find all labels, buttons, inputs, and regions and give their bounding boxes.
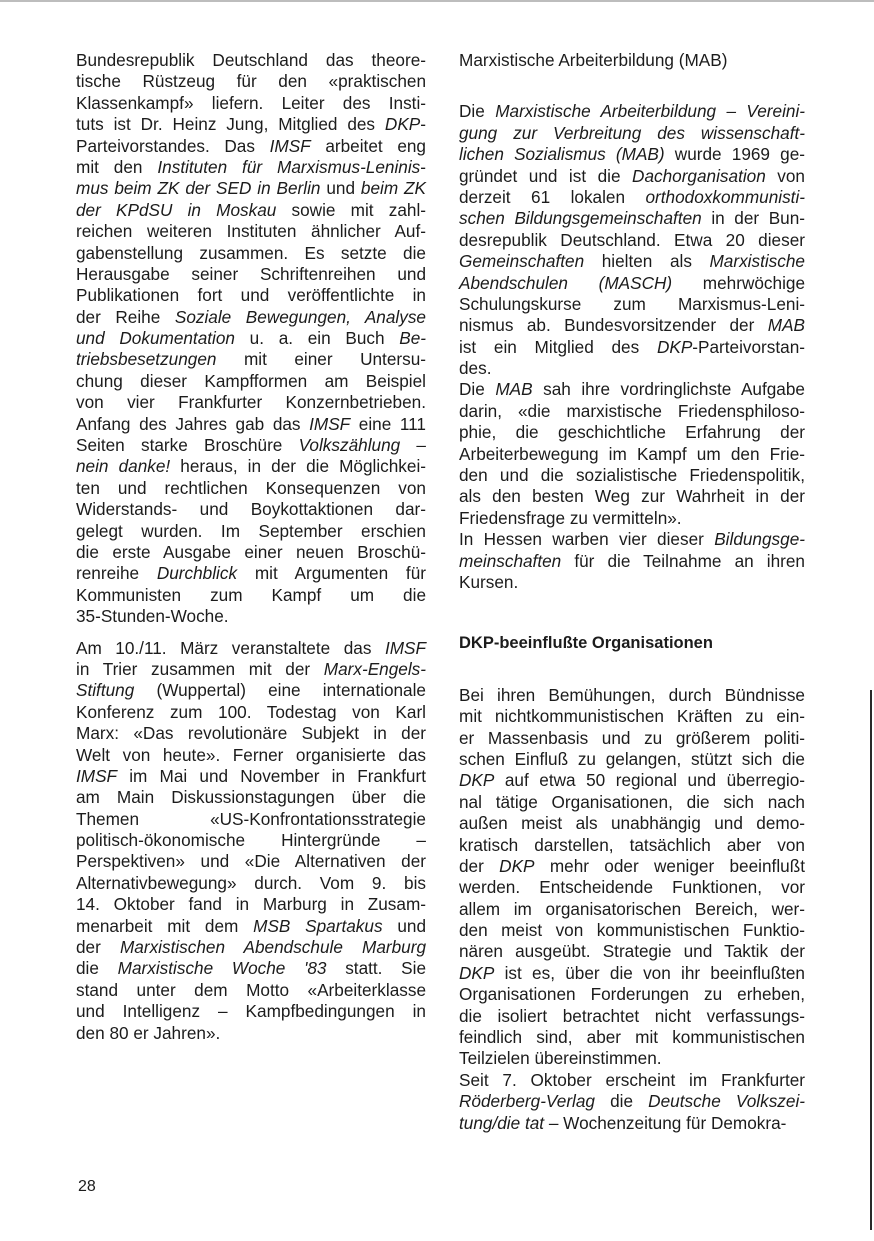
text-line: schen Bildungsgemeinschaften in der Bun- — [459, 208, 805, 229]
heading-gap — [459, 655, 805, 685]
text-line: DKP auf etwa 50 regional und überregio- — [459, 770, 805, 791]
heading-gap — [459, 71, 805, 101]
text-line: Bundesrepublik Deutschland das theore- — [76, 50, 426, 70]
text-line: der KPdSU in Moskau sowie mit zahl- — [76, 199, 426, 220]
text-line: Perspektiven» und «Die Alternativen der — [76, 851, 426, 872]
text-line: nismus ab. Bundesvorsitzender der MAB — [459, 315, 805, 336]
text-line: renreihe Durchblick mit Argumenten für — [76, 563, 426, 584]
text-line: des. — [459, 358, 492, 379]
text-line: als den besten Weg zur Wahrheit in der — [459, 486, 805, 507]
text-line: derzeit 61 lokalen orthodoxkommunisti- — [459, 186, 805, 207]
text-line: meinschaften für die Teilnahme an ihren — [459, 550, 805, 571]
text-line: die Marxistische Woche '83 statt. Sie — [76, 958, 426, 979]
text-line: Am 10./11. März veranstaltete das IMSF — [76, 637, 426, 658]
text-line: und Intelligenz – Kampfbedingungen in — [76, 1001, 426, 1022]
text-line: Friedensfrage zu vermitteln». — [459, 507, 682, 528]
text-line: gelegt wurden. Im September erschien — [76, 520, 426, 541]
text-line: Anfang des Jahres gab das IMSF eine 111 — [76, 413, 426, 434]
text-line: feindlich sind, aber mit kommunistischen — [459, 1027, 805, 1048]
text-line: der Reihe Soziale Bewegungen, Analyse — [76, 306, 426, 327]
text-line: lichen Sozialismus (MAB) wurde 1969 ge- — [459, 144, 805, 165]
text-line: IMSF im Mai und November in Frankfurt — [76, 765, 426, 786]
text-line: gründet und ist die Dachorganisation von — [459, 165, 805, 186]
text-line: Welt von heute». Ferner organisierte das — [76, 744, 426, 765]
text-line: Kursen. — [459, 571, 519, 592]
text-line: Stiftung (Wuppertal) eine internationale — [76, 680, 426, 701]
text-line: er Massenbasis und zu größerem politi- — [459, 727, 805, 748]
left-paragraph-1 — [76, 50, 426, 628]
text-line: Marx: «Das revolutionäre Subjekt in der — [76, 723, 426, 744]
section-heading-dkp-organisations: DKP-beeinflußte Organisationen — [459, 634, 713, 653]
text-line: ist ein Mitglied des DKP-Parteivorstan- — [459, 336, 805, 357]
text-line: die isoliert betrachtet nicht verfassungs- — [459, 1005, 805, 1026]
text-line: Seiten starke Broschüre Volkszählung – — [76, 435, 426, 456]
text-line: nein danke! heraus, in der die Möglichkei- — [76, 456, 427, 477]
text-line: den und die sozialistische Friedenspolitik, — [459, 465, 805, 486]
text-line: werden. Entscheidende Funktionen, vor — [459, 877, 805, 898]
text-line: gabenstellung zusammen. Es setzte die — [76, 242, 426, 263]
text-line: mus beim ZK der SED in Berlin und beim ZK — [76, 178, 427, 199]
text-line: Organisationen Forderungen zu erheben, — [459, 984, 805, 1005]
text-line: Parteivorstandes. Das IMSF arbeitet eng — [76, 135, 426, 156]
text-line: chung dieser Kampfformen am Beispiel — [76, 370, 426, 391]
text-line: Konferenz zum 100. Todestag von Karl — [76, 701, 426, 722]
right-paragraph-2 — [459, 379, 805, 529]
text-line: außen meist als unabhängig und demo- — [459, 813, 805, 834]
text-line: gung zur Verbreitung des wissenschaft- — [459, 122, 805, 143]
text-line: phie, die geschichtliche Erfahrung der — [459, 422, 805, 443]
text-line: Kommunisten zum Kampf um die — [76, 584, 426, 605]
right-paragraph-1 — [459, 101, 805, 379]
page-number: 28 — [78, 1178, 96, 1195]
text-line: tuts ist Dr. Heinz Jung, Mitglied des DKP- — [76, 114, 426, 135]
text-line: in Trier zusammen mit der Marx-Engels- — [76, 658, 426, 679]
text-line: desrepublik Deutschland. Etwa 20 dieser — [459, 229, 805, 250]
text-line: politisch-ökonomische Hintergründe – — [76, 830, 426, 851]
text-line: Alternativbewegung» durch. Vom 9. bis — [76, 872, 426, 893]
text-line: triebsbesetzungen mit einer Untersu- — [76, 349, 426, 370]
text-line: Die Marxistische Arbeiterbildung – Vereini- — [459, 101, 805, 122]
text-line: kratisch darstellen, tatsächlich aber von — [459, 834, 805, 855]
text-line: Abendschulen (MASCH) mehrwöchige — [459, 272, 806, 293]
text-line: 35-Stunden-Woche. — [76, 606, 229, 627]
right-paragraph-5 — [459, 1070, 805, 1134]
section-heading-mab: Marxistische Arbeiterbildung (MAB) — [459, 50, 728, 70]
left-column — [76, 50, 426, 1044]
text-line: nären ausgeübt. Strategie und Taktik der — [459, 941, 805, 962]
text-line: stand unter dem Motto «Arbeiterklasse — [76, 979, 426, 1000]
text-line: Themen «US-Konfrontationsstrategie — [76, 808, 426, 829]
text-line: nal tätige Organisationen, die sich nach — [459, 791, 805, 812]
paragraph-gap — [76, 628, 426, 638]
right-paragraph-3 — [459, 529, 805, 593]
text-line: Röderberg-Verlag die Deutsche Volkszei- — [459, 1091, 805, 1112]
text-line: der Marxistischen Abendschule Marburg — [76, 937, 427, 958]
text-line: Schulungskurse zum Marxismus-Leni- — [459, 293, 805, 314]
text-line: tische Rüstzeug für den «praktischen — [76, 71, 426, 92]
left-paragraph-2 — [76, 638, 426, 1044]
right-paragraph-4 — [459, 685, 805, 1070]
text-line: den meist von kommunistischen Funktio- — [459, 920, 805, 941]
text-line: In Hessen warben vier dieser Bildungsge- — [459, 529, 805, 550]
text-line: von vier Frankfurter Konzernbetrieben. — [76, 392, 426, 413]
text-line: und Dokumentation u. a. ein Buch Be- — [76, 328, 426, 349]
text-line: allem im organisatorischen Bereich, wer- — [459, 898, 805, 919]
right-column — [459, 50, 805, 1134]
text-line: Seit 7. Oktober erscheint im Frankfurter — [459, 1069, 805, 1090]
text-line: schen Einfluß zu gelangen, stützt sich die — [459, 748, 805, 769]
text-line: Teilzielen übereinstimmen. — [459, 1048, 662, 1069]
text-line: Gemeinschaften hielten als Marxistische — [459, 251, 805, 272]
section-gap — [459, 593, 805, 633]
text-line: ten und rechtlichen Konsequenzen von — [76, 477, 426, 498]
text-line: mit nichtkommunistischen Kräften zu ein- — [459, 706, 805, 727]
top-border — [0, 0, 874, 2]
text-line: Arbeiterbewegung im Kampf um den Frie- — [459, 443, 805, 464]
text-line: Bei ihren Bemühungen, durch Bündnisse — [459, 684, 805, 705]
text-line: Klassenkampf» liefern. Leiter des Insti- — [76, 92, 426, 113]
text-line: den 80 er Jahren». — [76, 1022, 221, 1043]
text-line: darin, «die marxistische Friedensphiloso- — [459, 400, 805, 421]
text-line: die erste Ausgabe einer neuen Broschü- — [76, 541, 426, 562]
text-line: Publikationen fort und veröffentlichte in — [76, 285, 426, 306]
text-line: menarbeit mit dem MSB Spartakus und — [76, 915, 427, 936]
text-line: Die MAB sah ihre vordringlichste Aufgabe — [459, 379, 805, 400]
text-line: Widerstands- und Boykottaktionen dar- — [76, 499, 426, 520]
text-line: reichen weiteren Instituten ähnlicher Auf- — [76, 221, 426, 242]
right-page-edge — [870, 690, 872, 1230]
text-line: am Main Diskussionstagungen über die — [76, 787, 426, 808]
text-line: Herausgabe seiner Schriftenreihen und — [76, 263, 426, 284]
text-line: mit den Instituten für Marxismus-Leninis- — [76, 156, 426, 177]
text-line: 14. Oktober fand in Marburg in Zusam- — [76, 894, 426, 915]
text-line: der DKP mehr oder weniger beeinflußt — [459, 855, 805, 876]
text-line: DKP ist es, über die von ihr beeinflußten — [459, 962, 805, 983]
text-line: tung/die tat – Wochenzeitung für Demokra- — [459, 1112, 787, 1133]
